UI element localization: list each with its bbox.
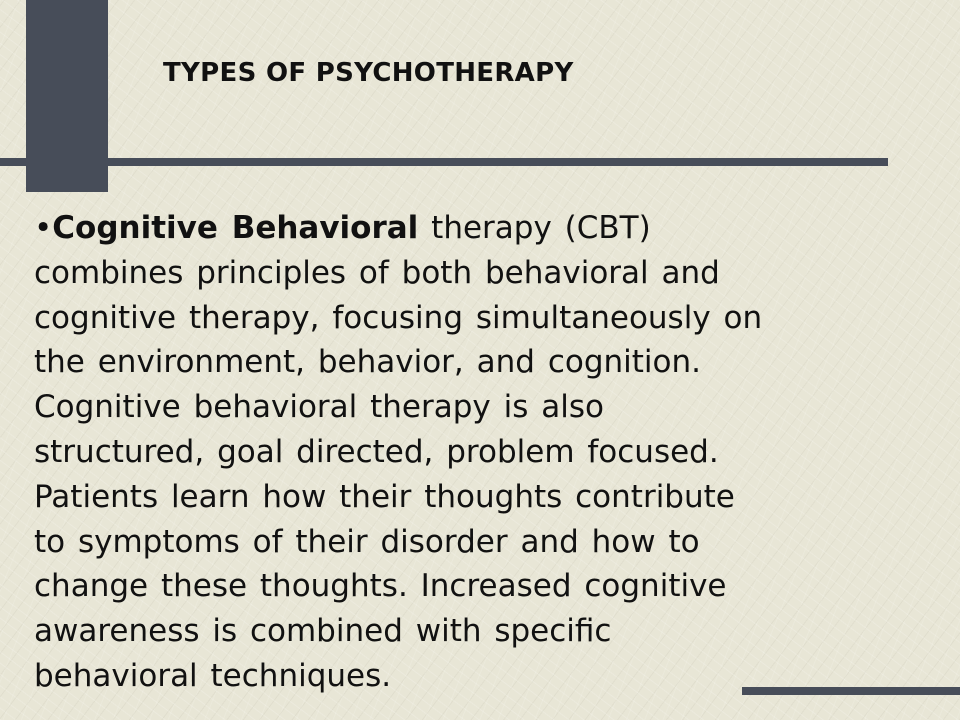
slide-title: TYPES OF PSYCHOTHERAPY	[163, 58, 574, 88]
bullet-text-line: the environment, behavior, and cognition.	[34, 344, 701, 381]
bullet-text-line: Cognitive behavioral therapy is also	[34, 389, 604, 426]
bullet-lead-bold: Cognitive Behavioral	[52, 210, 419, 246]
bullet-text-line: behavioral techniques.	[34, 657, 392, 694]
bullet-paragraph	[34, 206, 924, 699]
bullet-text-line: structured, goal directed, problem focused.	[34, 433, 719, 470]
bullet-line	[34, 206, 924, 251]
bullet-text-line: awareness is combined with specific	[34, 613, 612, 650]
bullet-text-line: therapy (CBT)	[418, 210, 651, 246]
bullet-marker: •	[34, 210, 53, 246]
bullet-text-line: change these thoughts. Increased cognitive	[34, 568, 727, 605]
title-divider-rule	[0, 158, 888, 166]
bullet-text-line: cognitive therapy, focusing simultaneously on	[34, 299, 763, 336]
bullet-text-line: Patients learn how their thoughts contribute	[34, 478, 735, 515]
bullet-text-line: combines principles of both behavioral and	[34, 254, 720, 291]
bullet-text-line: to symptoms of their disorder and how to	[34, 523, 700, 560]
